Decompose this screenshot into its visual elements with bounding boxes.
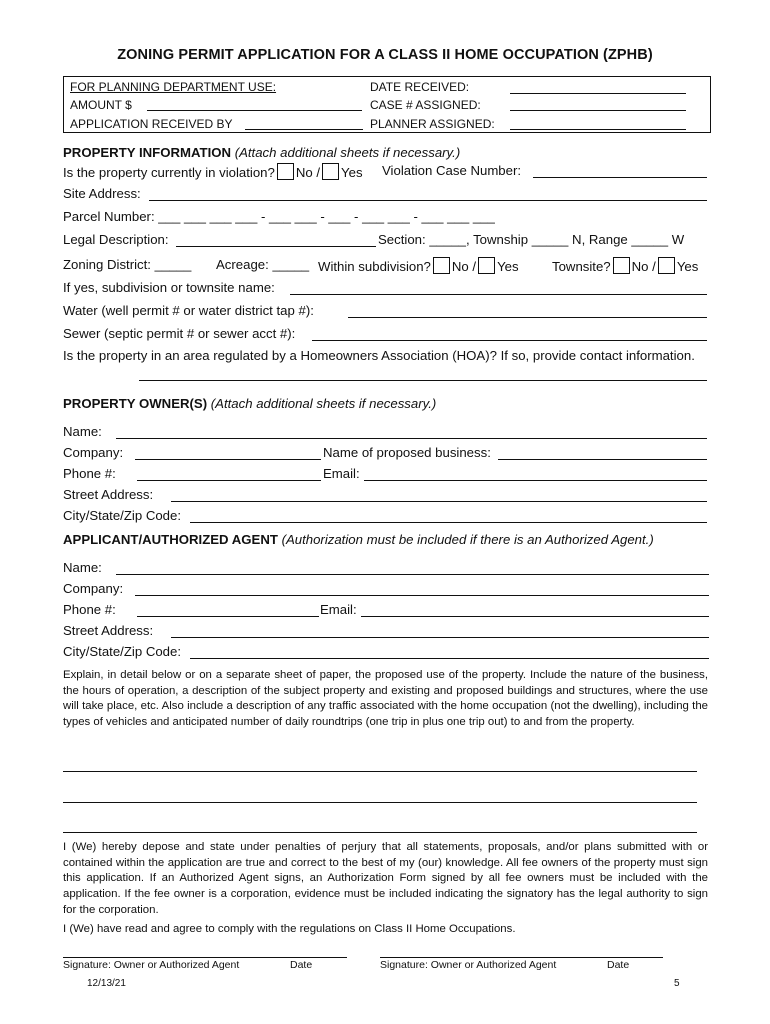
violation-no-checkbox[interactable] <box>277 163 294 180</box>
depose-statement: I (We) hereby depose and state under penalties of perjury that all statements, proposals, and/or plans submitted with or contained within the application are true and correct to the best of my (our) knowledge. All fee owners of the property must sign this application. If an Authorized Agent signs, an Authorization Form signed by all fee owners must be included with the application. If the fee owner is a corporation, evidence must be included indicating the signatory has the legal authority to sign for the corporation. <box>63 841 708 916</box>
agent-city-label: City/State/Zip Code: <box>63 644 182 659</box>
owner-city-field[interactable] <box>190 522 707 523</box>
agent-name-label: Name: <box>63 560 102 575</box>
explain-instructions: Explain, in detail below or on a separate sheet of paper, the proposed use of the property. Include the nature of the business, the hours of operation, a description of the subject property and existing and proposed buildings and structures, where the use will take place, etc. Also include a description of any traffic associated with the home occupation (not the dwelling), including the types of vehicles and anticipated number of daily roundtrips (one trip in plus one trip out) to and from the property. <box>63 669 708 729</box>
section-township-range[interactable]: Section: _____, Township _____ N, Range _____ W <box>378 232 685 247</box>
townsite-yes-checkbox[interactable] <box>658 257 675 274</box>
sewer-field[interactable] <box>312 340 707 341</box>
planner-assigned-label: PLANNER ASSIGNED: <box>370 117 495 131</box>
zoning-district[interactable]: Zoning District: _____ <box>63 257 192 272</box>
owner-name-label: Name: <box>63 424 102 439</box>
violation-yes-checkbox[interactable] <box>322 163 339 180</box>
subdivision-row: Within subdivision? No / Yes <box>318 259 519 274</box>
owner-phone-field[interactable] <box>137 480 321 481</box>
sewer-label: Sewer (septic permit # or sewer acct #): <box>63 326 296 341</box>
subdivision-no-checkbox[interactable] <box>433 257 450 274</box>
owner-heading: PROPERTY OWNER(S) (Attach additional sheets if necessary.) <box>63 396 437 411</box>
owner-company-label: Company: <box>63 445 124 460</box>
owner-business-label: Name of proposed business: <box>323 445 491 460</box>
owner-name-field[interactable] <box>116 438 707 439</box>
water-label: Water (well permit # or water district tap #): <box>63 303 314 318</box>
signature-line-1[interactable] <box>63 957 347 958</box>
water-field[interactable] <box>348 317 707 318</box>
explain-line-2[interactable] <box>63 802 697 803</box>
hoa-field[interactable] <box>139 380 707 381</box>
parcel-number[interactable]: Parcel Number: ___ ___ ___ ___ - ___ ___ - ___ - ___ ___ - ___ ___ ___ <box>63 209 495 224</box>
agent-email-label: Email: <box>320 602 357 617</box>
signature-line-2[interactable] <box>380 957 663 958</box>
agent-heading: APPLICANT/AUTHORIZED AGENT (Authorization must be included if there is an Authorized Agent.) <box>63 532 654 547</box>
owner-street-field[interactable] <box>171 501 707 502</box>
agent-street-field[interactable] <box>171 637 709 638</box>
violation-case-label: Violation Case Number: <box>382 163 522 178</box>
date-label-2: Date <box>607 959 630 971</box>
agent-name-field[interactable] <box>116 574 709 575</box>
page-title: ZONING PERMIT APPLICATION FOR A CLASS II HOME OCCUPATION (ZPHB) <box>117 47 653 63</box>
site-address-field[interactable] <box>149 200 707 201</box>
owner-email-label: Email: <box>323 466 360 481</box>
owner-email-field[interactable] <box>364 480 707 481</box>
signature-label-1: Signature: Owner or Authorized Agent <box>63 959 240 971</box>
page-number: 5 <box>674 978 680 989</box>
footer-date: 12/13/21 <box>87 978 126 989</box>
legal-description-field[interactable] <box>176 246 376 247</box>
office-use-label: FOR PLANNING DEPARTMENT USE: <box>70 80 277 94</box>
acreage[interactable]: Acreage: _____ <box>216 257 310 272</box>
amount-field[interactable] <box>147 110 362 111</box>
received-by-field[interactable] <box>245 129 363 130</box>
explain-line-3[interactable] <box>63 832 697 833</box>
amount-label: AMOUNT $ <box>70 98 132 112</box>
subdivision-yes-checkbox[interactable] <box>478 257 495 274</box>
agent-company-label: Company: <box>63 581 124 596</box>
planner-assigned-field[interactable] <box>510 129 686 130</box>
owner-street-label: Street Address: <box>63 487 154 502</box>
owner-city-label: City/State/Zip Code: <box>63 508 182 523</box>
owner-company-field[interactable] <box>135 459 321 460</box>
owner-business-field[interactable] <box>498 459 707 460</box>
explain-line-1[interactable] <box>63 771 697 772</box>
subdivision-name-label: If yes, subdivision or townsite name: <box>63 280 275 295</box>
townsite-no-checkbox[interactable] <box>613 257 630 274</box>
agent-city-field[interactable] <box>190 658 709 659</box>
case-assigned-label: CASE # ASSIGNED: <box>370 98 481 112</box>
violation-case-field[interactable] <box>533 177 707 178</box>
agent-company-field[interactable] <box>135 595 709 596</box>
agent-phone-label: Phone #: <box>63 602 116 617</box>
owner-phone-label: Phone #: <box>63 466 116 481</box>
date-label-1: Date <box>290 959 313 971</box>
hoa-question: Is the property in an area regulated by a Homeowners Association (HOA)? If so, provide contact information. <box>63 348 695 363</box>
agree-statement: I (We) have read and agree to comply with the regulations on Class II Home Occupations. <box>63 923 516 935</box>
case-assigned-field[interactable] <box>510 110 686 111</box>
signature-label-2: Signature: Owner or Authorized Agent <box>380 959 557 971</box>
agent-street-label: Street Address: <box>63 623 154 638</box>
agent-email-field[interactable] <box>361 616 709 617</box>
townsite-row: Townsite? No / Yes <box>552 259 699 274</box>
site-address-label: Site Address: <box>63 186 141 201</box>
subdivision-name-field[interactable] <box>290 294 707 295</box>
violation-row: Is the property currently in violation? No / Yes <box>63 165 363 180</box>
legal-description-label: Legal Description: <box>63 232 169 247</box>
date-received-field[interactable] <box>510 93 686 94</box>
agent-phone-field[interactable] <box>137 616 319 617</box>
date-received-label: DATE RECEIVED: <box>370 80 470 94</box>
received-by-label: APPLICATION RECEIVED BY <box>70 117 233 131</box>
property-heading: PROPERTY INFORMATION (Attach additional sheets if necessary.) <box>63 145 461 160</box>
